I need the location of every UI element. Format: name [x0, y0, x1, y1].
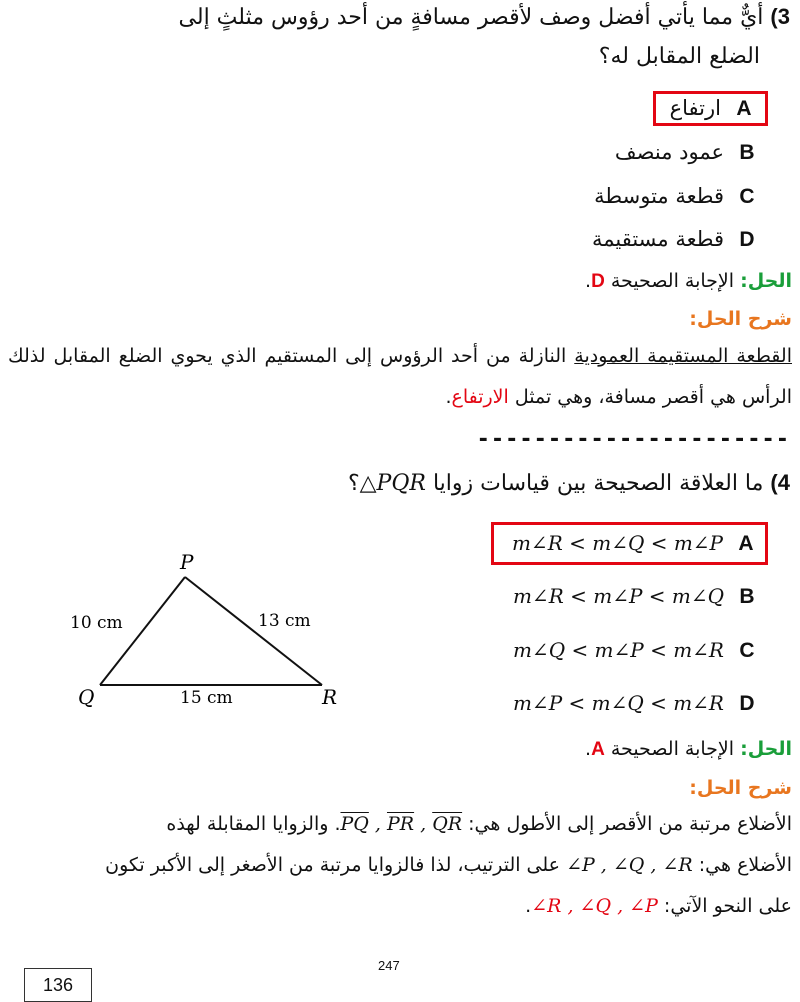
q4-exp-sides: $\overline{PQ}$ , $\overline{PR}$ , $\overline{QR}$ — [340, 813, 463, 835]
triangle-figure — [60, 545, 360, 715]
q4-option-c-text: m∠Q < m∠P < m∠R — [512, 638, 724, 662]
q4-question-mark: ؟ — [347, 471, 360, 496]
q3-option-d-text: قطعة مستقيمة — [591, 227, 724, 251]
side-pr-seg: $\overline{PR}$ — [386, 813, 415, 835]
q3-option-a-text: ارتفاع — [669, 96, 721, 120]
q3-stem-line2: الضلع المقابل له؟ — [598, 44, 760, 69]
q4-option-b — [513, 584, 760, 609]
q4-option-b-letter: B — [739, 585, 755, 608]
q3-option-a-letter: A — [736, 97, 752, 120]
book-page-box: 136 — [24, 968, 92, 1002]
q4-triangle-name: △PQR — [359, 471, 426, 496]
q4-explanation-line1 — [8, 804, 792, 845]
q3-explanation-rest: النازلة من أحد الرؤوس إلى المستقيم الذي يحوي الضلع المقابل لذلك الرأس هي أقصر مسافة، وهي تمثل — [8, 345, 792, 408]
q4-solution-label: الحل: — [740, 738, 792, 760]
side-pq-seg: $\overline{PQ}$ — [340, 813, 369, 835]
q3-explanation — [8, 336, 792, 418]
q4-option-a-text: m∠R < m∠Q < m∠P — [511, 531, 723, 555]
q4-option-d — [513, 691, 760, 716]
page-number: 247 — [378, 958, 400, 973]
q4-solution-text: الإجابة الصحيحة — [610, 738, 735, 760]
q4-exp-line2-text: الأضلاع هي: — [698, 854, 792, 876]
q4-exp-angles: ∠P , ∠Q , ∠R — [566, 854, 693, 876]
q4-exp-final: ∠R , ∠Q , ∠P — [531, 895, 658, 917]
q4-option-d-text: m∠P < m∠Q < m∠R — [512, 691, 724, 715]
q3-solution: الحل: الإجابة الصحيحة D. — [585, 270, 792, 292]
q4-option-c-letter: C — [739, 639, 755, 662]
q3-option-d-letter: D — [739, 228, 755, 251]
q3-option-b-letter: B — [739, 141, 755, 164]
q3-option-b-text: عمود منصف — [614, 140, 724, 164]
q4-exp-line2-end: على الترتيب، لذا فالزوايا مرتبة من الأصغر إلى الأكبر تكون — [105, 854, 561, 876]
q4-option-a-letter: A — [738, 532, 754, 555]
q3-option-c-text: قطعة متوسطة — [594, 184, 724, 208]
q4-explanation-label: شرح الحل: — [689, 777, 792, 799]
q4-explanation-line2 — [8, 845, 792, 886]
vertex-r-label: R — [322, 685, 338, 709]
vertex-q-label: Q — [78, 685, 95, 709]
q4-option-b-text: m∠R < m∠P < m∠Q — [512, 584, 724, 608]
q4-exp-line3-text: على النحو الآتي: — [663, 895, 792, 917]
q3-option-d — [592, 227, 760, 252]
q4-exp-final-end: . — [525, 895, 532, 917]
q3-explanation-end: . — [445, 386, 452, 408]
q4-stem — [348, 470, 790, 496]
q3-solution-label: الحل: — [740, 270, 792, 292]
section-separator: ---------------------- — [476, 427, 790, 452]
q4-solution-letter: A — [591, 739, 605, 760]
q4-stem-text: ما العلاقة الصحيحة بين قياسات زوايا — [432, 471, 764, 496]
q4-option-d-letter: D — [739, 692, 755, 715]
q3-solution-text: الإجابة الصحيحة — [610, 270, 735, 292]
q4-exp-line1-text: الأضلاع مرتبة من الأقصر إلى الأطول هي: — [468, 813, 792, 835]
q3-option-c-letter: C — [739, 185, 755, 208]
q4-option-a — [491, 522, 768, 565]
q3-option-b — [615, 140, 760, 165]
side-pr-line — [185, 577, 322, 685]
side-pq-label: 10 cm — [70, 613, 123, 633]
q3-solution-letter: D — [591, 271, 605, 292]
side-qr-label: 15 cm — [180, 688, 233, 708]
q3-explanation-label: شرح الحل: — [689, 308, 792, 330]
q4-exp-line1-end: . والزوايا المقابلة لهذه — [166, 813, 341, 835]
q3-stem-text1: أيٌّ مما يأتي أفضل وصف لأقصر مسافةٍ من أحد رؤوس مثلثٍ إلى — [178, 5, 764, 30]
q4-number: 4) — [770, 470, 790, 495]
q3-explanation-highlight: الارتفاع — [451, 386, 509, 408]
vertex-p-label: P — [180, 550, 194, 574]
side-pr-label: 13 cm — [258, 611, 311, 631]
side-qr-seg: $\overline{QR}$ — [432, 813, 463, 835]
q3-option-a — [653, 91, 768, 126]
q4-explanation — [8, 804, 792, 927]
q3-number: 3) — [770, 4, 790, 29]
q3-stem-line1 — [10, 4, 790, 30]
q3-explanation-underlined: القطعة المستقيمة العمودية — [574, 345, 792, 367]
q3-option-c — [594, 184, 760, 209]
q4-explanation-line3 — [8, 886, 792, 927]
q4-option-c — [513, 638, 760, 663]
q4-solution: الحل: الإجابة الصحيحة A. — [585, 738, 792, 760]
